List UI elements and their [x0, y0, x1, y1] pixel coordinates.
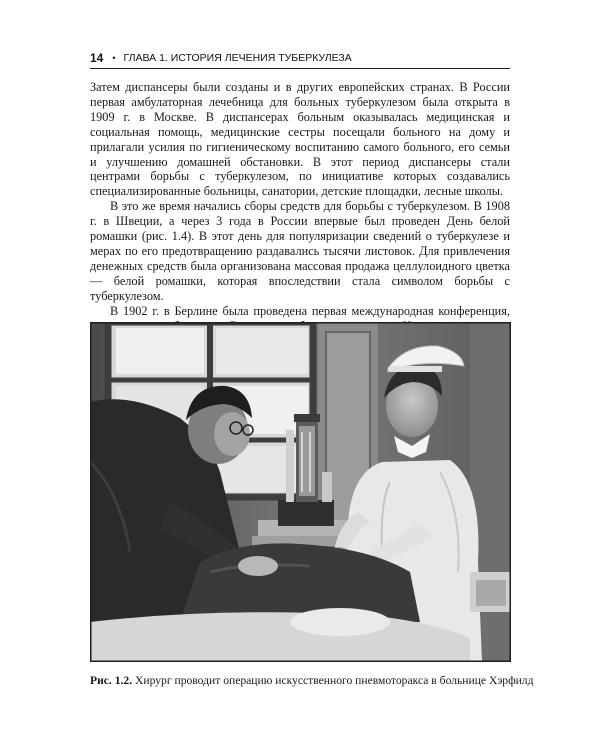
apparatus-base [278, 500, 334, 526]
body-text [90, 80, 510, 333]
paragraph-1: Затем диспансеры были созданы и в других европейских странах. В России первая амбулаторная лечебница для больных туберкулезом была открыта в 1909 г. в Москве. В диспансерах больным оказывалась медицинская и социальная помощь, медицинские сестры посещали больного на дому и прилагали усилия по гигиеническому воспитанию самого больного, его семьи и улучшению домашней обстановки. В этот период диспансеры стали центрами борьбы с туберкулезом, по инициативе которых создавались специализированные больницы, санатории, детские площадки, лесные школы. [90, 80, 510, 199]
surgery-photo-illustration [90, 322, 511, 662]
paragraph-3: В 1902 г. в Берлине была проведена первая международная конференция, [110, 303, 510, 318]
running-header [90, 50, 510, 66]
header-rule [90, 68, 510, 69]
page-number: 14 [90, 51, 104, 65]
figure-caption [90, 674, 534, 688]
figure-photo [90, 322, 511, 662]
figure-label: Рис. 1.2. [90, 674, 133, 687]
figure-caption-text: Хирург проводит операцию искусственного пневмоторакса в больнице Хэрфилд [135, 674, 534, 687]
header-bullet: • [112, 53, 116, 63]
chapter-title: ГЛАВА 1. ИСТОРИЯ ЛЕЧЕНИЯ ТУБЕРКУЛЕЗА [123, 52, 352, 64]
paragraph-2: В это же время начались сборы средств для борьбы с туберкулезом. В 1908 г. в Швеции, а через 3 года в России впервые был проведен День белой ромашки (рис. 1.4). В этот день для популяризации сведений о туберкулезе и мерах по его предотвращению раздавались тысячи листовок. Для привлечения денежных средств была организована массовая продажа целлулоидного цветка — белой ромашки, которая впоследствии стала символом борьбы с туберкулезом. [90, 199, 510, 303]
